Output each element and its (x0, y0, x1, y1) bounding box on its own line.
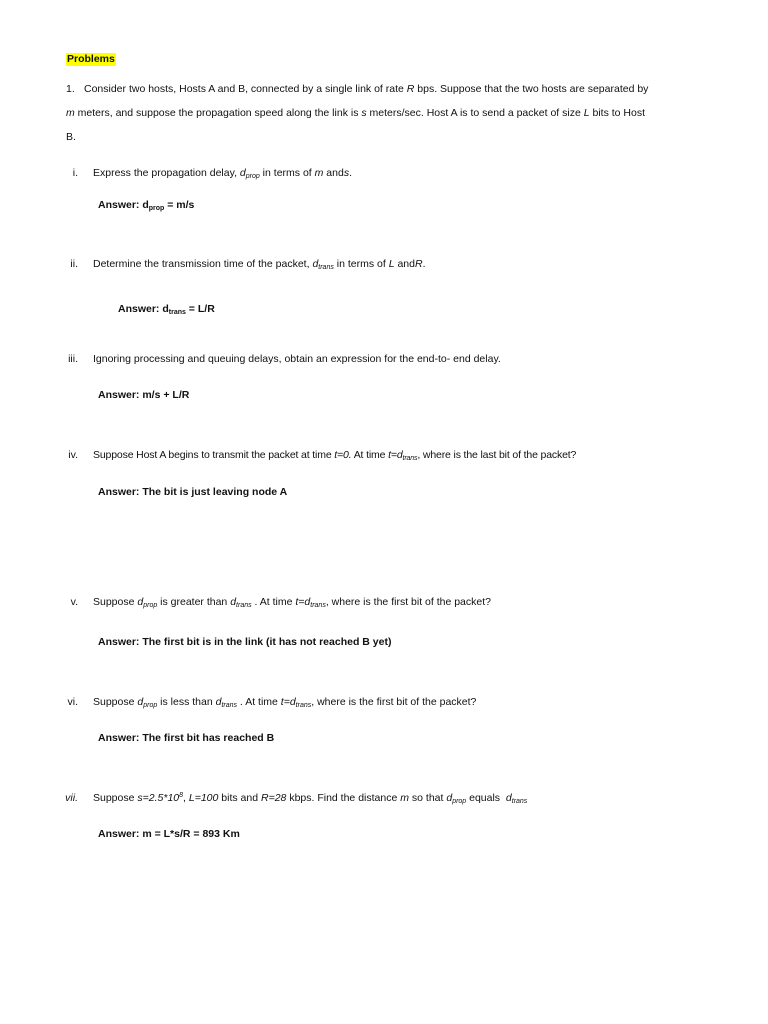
problem-intro-line-1: 1. Consider two hosts, Hosts A and B, connected by a single link of rate R bps. Suppose that the two hosts are separated by (66, 83, 649, 95)
question-label: iii. (68, 353, 78, 365)
question-text: Suppose Host A begins to transmit the packet at time t=0. At time $t=d_{trans}$, where is the last bit of the packet? (93, 449, 577, 462)
question-text: Suppose $d_{prop}$ is greater than $d_{trans}$ . At time $t=d_{trans}$, where is the first bit of the packet? (93, 596, 491, 609)
problem-intro-line-2: m meters, and suppose the propagation speed along the link is s meters/sec. Host A is to send a packet of size L bits to Host (66, 107, 646, 119)
question-label: vi. (67, 696, 78, 708)
question-label: iv. (68, 449, 78, 461)
answer-text: Answer: m = L*s/R = 893 Km (98, 828, 240, 840)
answer-text: Answer: The first bit is in the link (it has not reached B yet) (98, 636, 392, 648)
question-label: i. (72, 167, 78, 179)
problem-number: 1. (66, 83, 75, 95)
answer-text: Answer: m/s + L/R (98, 389, 190, 401)
answer-text: Answer: The bit is just leaving node A (98, 486, 288, 498)
answer-text: Answer: $d_{trans} = L/R$ (118, 303, 215, 316)
question-text: Ignoring processing and queuing delays, obtain an expression for the end-to- end delay. (93, 353, 501, 365)
question-text: Suppose $s=2.5*10^8$, L=100 bits and R=28 kbps. Find the distance m so that $d_{prop}$ equals $d_{trans}$ (93, 792, 528, 805)
question-text: Express the propagation delay, $d_{prop}$ in terms of m ands. (93, 167, 352, 180)
question-label: vii. (65, 792, 78, 804)
answer-text: Answer: $d_{prop} = m/s$ (98, 199, 195, 212)
problem-intro-line-3: B. (66, 131, 76, 143)
question-label: v. (70, 596, 78, 608)
answer-text: Answer: The first bit has reached B (98, 732, 275, 744)
section-heading: Problems (67, 53, 115, 65)
question-text: Determine the transmission time of the packet, $d_{trans}$ in terms of L andR. (93, 258, 426, 271)
question-text: Suppose $d_{prop}$ is less than $d_{trans}$ . At time $t=d_{trans}$, where is the first bit of the packet? (93, 696, 477, 709)
question-label: ii. (70, 258, 78, 270)
